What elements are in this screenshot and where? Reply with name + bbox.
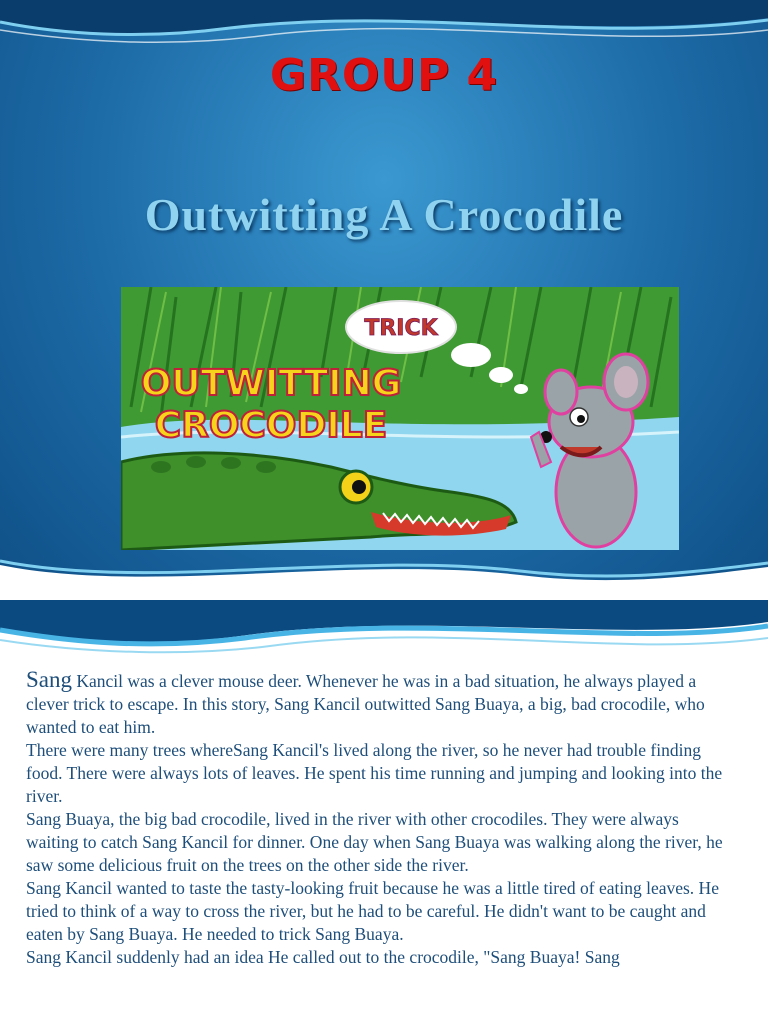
- story-paragraph-1: [26, 668, 731, 739]
- story-first-word: Sang: [26, 667, 72, 692]
- story-illustration: [121, 287, 679, 550]
- thought-bubble-text: TRICK: [364, 316, 438, 341]
- caption-line2: CROCODILE: [154, 405, 388, 446]
- story-paragraph-3: Sang Buaya, the big bad crocodile, lived in the river with other crocodiles. They were always waiting to catch Sang Kancil for dinner. One day when Sang Buaya was walking along the river, he saw some delicious fruit on the trees on the other side the river.: [26, 809, 723, 875]
- story-slide: [0, 600, 768, 1024]
- group-label: GROUP 4: [269, 50, 499, 101]
- story-text: [26, 668, 731, 969]
- story-paragraph-1-rest: Kancil was a clever mouse deer. Whenever he was in a bad situation, he always played a clever trick to escape. In this story, Sang Kancil outwitted Sang Buaya, a big, bad crocodile, who wanted to eat him.: [26, 671, 705, 737]
- caption-line1: OUTWITTING: [140, 363, 402, 404]
- story-paragraph-4: Sang Kancil wanted to taste the tasty-looking fruit because he was a little tired of eating leaves. He tried to think of a way to cross the river, but he had to be careful. He didn't want to be caught and eaten by Sang Buaya. He needed to trick Sang Buaya.: [26, 878, 719, 944]
- story-top-wave-decoration: [0, 600, 768, 662]
- story-paragraph-5: Sang Kancil suddenly had an idea He called out to the crocodile, "Sang Buaya! Sang: [26, 947, 620, 967]
- bottom-wave-decoration: [0, 555, 768, 600]
- slide-title: Outwitting A Crocodile: [144, 189, 624, 240]
- story-paragraph-2: There were many trees whereSang Kancil's lived along the river, so he never had trouble finding food. There were always lots of leaves. He spent his time running and jumping and looking into the river.: [26, 740, 723, 806]
